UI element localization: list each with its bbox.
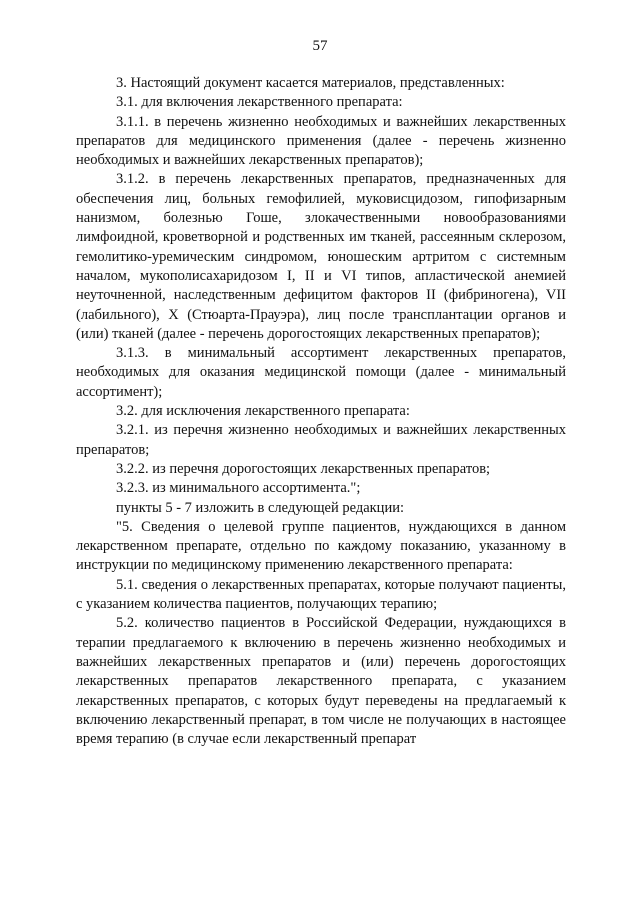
paragraph-3-1: 3.1. для включения лекарственного препарата: — [116, 94, 403, 111]
paragraph-3-2-1: 3.2.1. из перечня жизненно необходимых и важнейших лекарственных препаратов; — [76, 422, 566, 458]
paragraph-3: 3. Настоящий документ касается материалов, представленных: — [116, 75, 505, 91]
paragraph-5-2: 5.2. количество пациентов в Российской Федерации, нуждающихся в терапии предлагаемого к включению в перечень жизненно необходимых и важнейших лекарственных препаратов и (или) перечень дорогостоящих лекарственных препаратов лекарственного препарата, с указанием лекарственных препаратов, с которых будут переведены на предлагаемый к включению лекарственный препарат, в том числе не получающих в настоящее время терапию (в случае если лекарственный препарат — [76, 615, 566, 748]
paragraph-5-1: 5.1. сведения о лекарственных препаратах, которые получают пациенты, с указанием количества пациентов, получающих терапию; — [76, 576, 566, 613]
paragraph-3-1-3: 3.1.3. в минимальный ассортимент лекарственных препаратов, необходимых для оказания медицинской помощи (далее - минимальный ассортимент); — [76, 345, 566, 400]
paragraph-5: "5. Сведения о целевой группе пациентов, нуждающихся в данном лекарственном препарате, отдельно по каждому показанию, указанному в инструкции по медицинскому применению лекарственного препарата: — [76, 518, 566, 574]
paragraph-3-1-1: 3.1.1. в перечень жизненно необходимых и важнейших лекарственных препаратов для медицинского применения (далее - перечень жизненно необходимых и важнейших лекарственных препаратов); — [76, 113, 566, 169]
paragraph-3-1-2: 3.1.2. в перечень лекарственных препаратов, предназначенных для обеспечения лиц, больных гемофилией, муковисцидозом, гипофизарным нанизмом, болезнью Гоше, злокачественными новообразованиями лимфоидной, кроветворной и родственных им тканей, рассеянным склерозом, гемолитико-уремическим синдромом, юношеским артритом с системным началом, мукополисахаридозом I, II и VI типов, апластической анемией неуточненной, наследственным дефицитом факторов II (фибриногена), VII (лабильного), X (Стюарта-Прауэра), лиц после трансплантации органов и (или) тканей (далее - перечень дорогостоящих лекарственных препаратов); — [76, 171, 566, 342]
paragraph-3-2: 3.2. для исключения лекарственного препарата: — [116, 403, 410, 420]
paragraph-3-2-3: 3.2.3. из минимального ассортимента."; — [116, 480, 361, 497]
document-body — [76, 74, 566, 749]
paragraph-3-2-2: 3.2.2. из перечня дорогостоящих лекарственных препаратов; — [116, 460, 491, 477]
paragraph-items-5-7: пункты 5 - 7 изложить в следующей редакции: — [116, 499, 404, 516]
page-number: 57 — [312, 38, 328, 54]
